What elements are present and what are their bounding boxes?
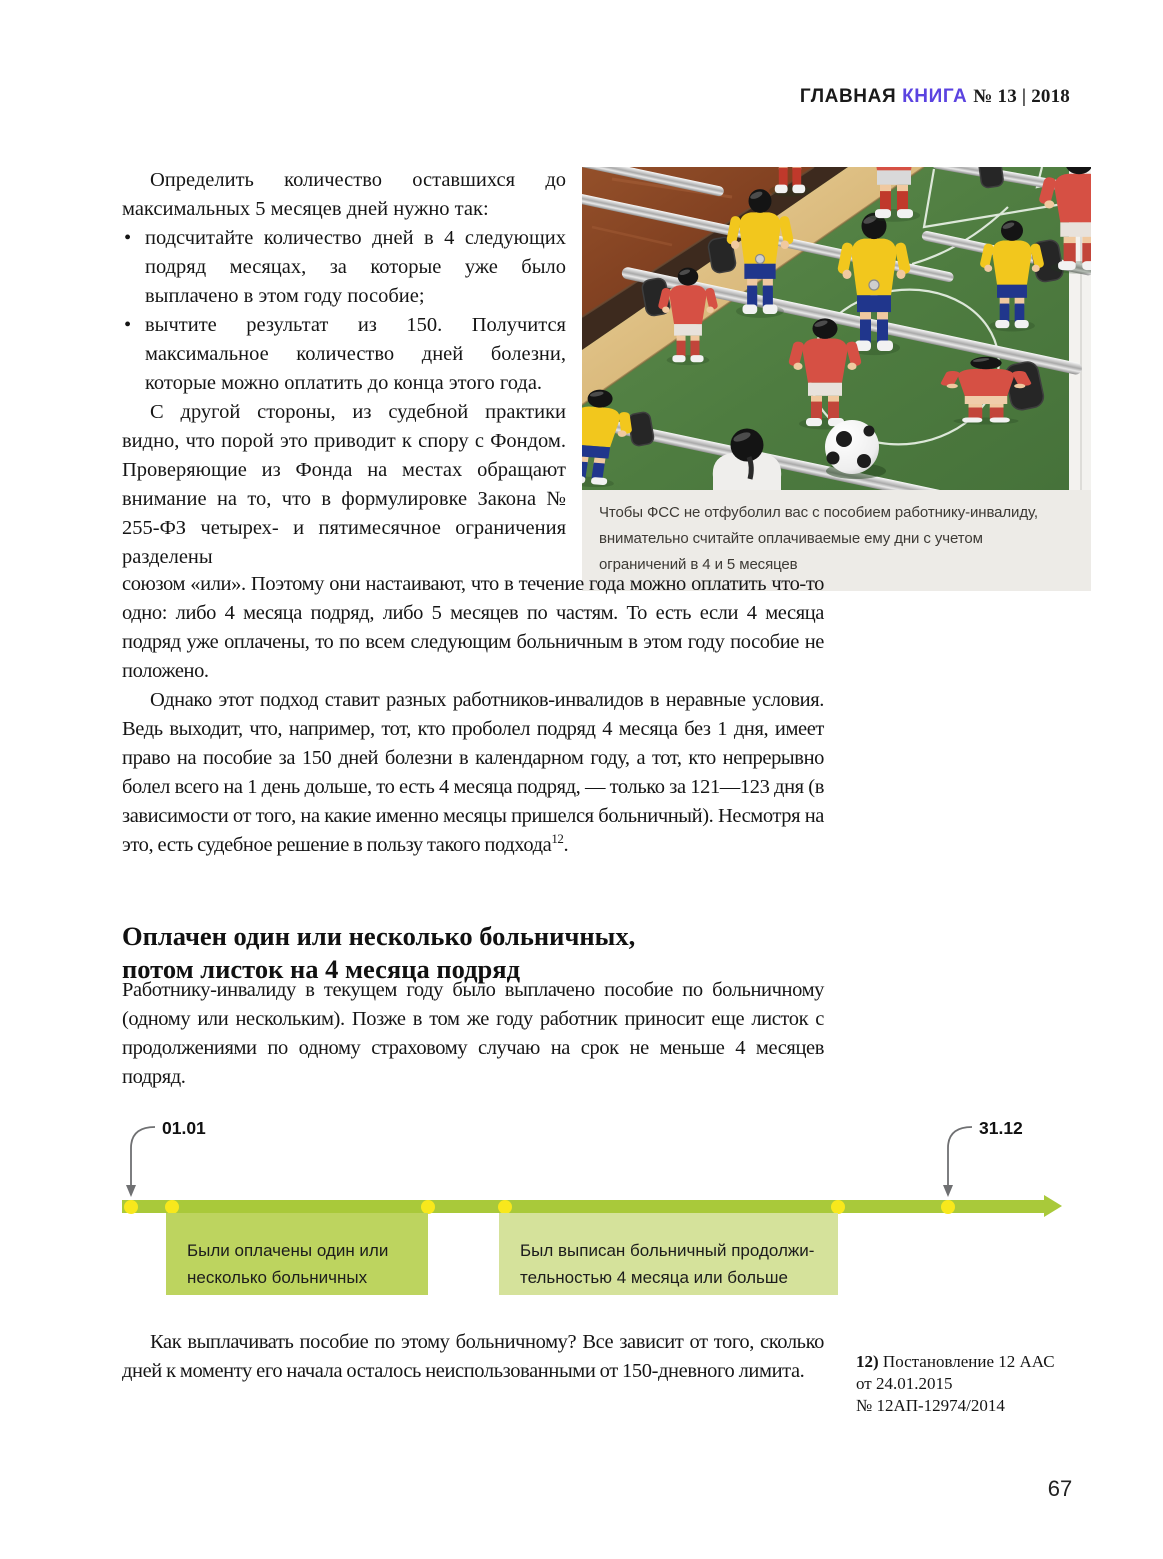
intro-paragraph: Определить количество оставшихся до максимальных 5 месяцев дней нужно так: [122, 169, 566, 220]
foosball-photo [582, 167, 1091, 591]
body-text [122, 570, 824, 860]
timeline-dot [498, 1200, 512, 1214]
bullet-text: подсчитайте количество дней в 4 следующих подряд месяцах, за которые уже было выплачено в этом году пособие; [145, 227, 566, 307]
bullet-marker: • [124, 227, 132, 249]
timeline-dot [421, 1200, 435, 1214]
brand-name-accent: КНИГА [902, 86, 968, 107]
page-number: 67 [1047, 1476, 1073, 1501]
section-heading-line1: Оплачен один или несколько больничных, [122, 920, 636, 951]
bullet-item [122, 311, 566, 398]
footnote-line2: от 24.01.2015 [856, 1374, 953, 1393]
paragraph-how: Как выплачивать пособие по этому больничному? Все зависит от того, сколько дней к моменту его начала осталось неиспользованными от 150-дневного лимита. [122, 1331, 824, 1382]
paragraph-unequal: Однако этот подход ставит разных работников-инвалидов в неравные условия. Ведь выходит, что, например, тот, кто проболел подряд 4 месяца без 1 дня, имеет право на пособие за 150 дней болезни в календарном году, а тот, кто непрерывно болел всего на 1 день дольше, то есть 4 месяца подряд, — только за 121—123 дня (в зависимости от того, на какие именно месяцы пришелся больничный). Несмотря на это, есть судебное решение в пользу такого подхода$^{12}$. [122, 689, 824, 856]
timeline-callout-arrow-start [123, 1122, 163, 1202]
timeline-box-paid: Были оплачены один или несколько больничных [166, 1213, 428, 1295]
brand-name-primary: ГЛАВНАЯ [799, 86, 897, 107]
footnote-marker: 12) [856, 1352, 879, 1371]
paragraph-fond: С другой стороны, из судебной практики видно, что порой это приводит к спору с Фондом. Проверяющие из Фонда на местах обращают внимание на то, что в формулировке Закона № 255-ФЗ четырех- и пятимесячное ограничения разделены [122, 401, 566, 568]
bullet-item [122, 224, 566, 311]
issue-number: № 13 | 2018 [973, 86, 1070, 107]
masthead [0, 86, 1070, 108]
timeline-dot [941, 1200, 955, 1214]
timeline-arrowhead [1044, 1195, 1062, 1217]
timeline-callout-arrow-end [940, 1122, 980, 1202]
footnote-reference: 12 [551, 831, 564, 847]
foosball-photo-illustration [582, 167, 1091, 490]
paragraph-how-wrap [122, 1328, 824, 1386]
timeline-dot [165, 1200, 179, 1214]
timeline-end-label: 31.12 [979, 1118, 1023, 1138]
footnote-line3: № 12АП-12974/2014 [856, 1396, 1005, 1415]
paragraph-case-wrap [122, 976, 824, 1092]
timeline-start-label: 01.01 [162, 1118, 206, 1138]
paragraph-fond-continuation: союзом «или». Поэтому они настаивают, что в течение года можно оплатить что-то одно: либо 4 месяца подряд, либо 5 месяцев по частям. То есть если 4 месяца подряд уже оплачены, то по всем следующим больничным в этом году пособие не положено. [122, 573, 824, 682]
bullet-list [122, 224, 566, 398]
section-heading-line2: потом листок на 4 месяца подряд [122, 953, 521, 984]
timeline-bar [122, 1200, 1044, 1213]
bullet-text: вычтите результат из 150. Получится максимальное количество дней болезни, которые можно оплатить до конца этого года. [145, 314, 566, 394]
footnote [856, 1351, 1066, 1417]
paragraph-case: Работнику-инвалиду в текущем году было выплачено пособие по больничному (одному или нескольким). Позже в том же году работник приносит еще листок с продолжениями по одному страховому случаю на срок не меньше 4 месяцев подряд. [122, 979, 824, 1088]
lead-column [122, 166, 566, 572]
footnote-line1: Постановление 12 ААС [882, 1352, 1055, 1371]
bullet-marker: • [124, 314, 132, 336]
timeline-box-issued: Был выписан больничный продолжи- тельностью 4 месяца или больше [499, 1213, 838, 1295]
timeline-dot [831, 1200, 845, 1214]
timeline-dot [124, 1200, 138, 1214]
photo-caption: Чтобы ФСС не отфуболил вас с пособием работнику-инвалиду, внимательно считайте оплачиваемые ему дни с учетом ограничений в 4 и 5 месяцев [582, 490, 1091, 591]
